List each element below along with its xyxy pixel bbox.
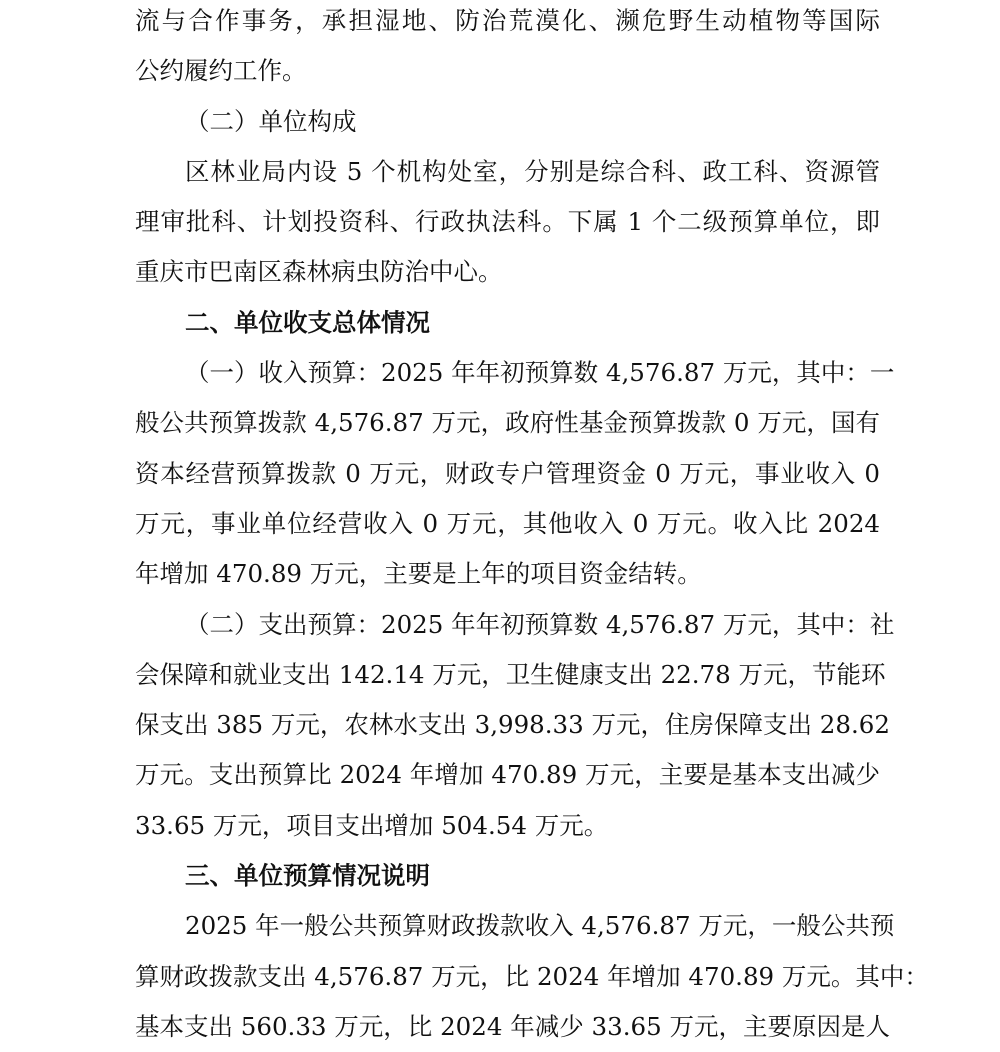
text-line: 基本支出 560.33 万元，比 2024 年减少 33.65 万元，主要原因是人 (135, 1011, 890, 1041)
text-line: 般公共预算拨款 4,576.87 万元，政府性基金预算拨款 0 万元，国有 (135, 408, 880, 438)
text-line: 年增加 470.89 万元，主要是上年的项目资金结转。 (135, 559, 702, 589)
text-line: 资本经营预算拨款 0 万元，财政专户管理资金 0 万元，事业收入 0 (135, 458, 880, 488)
text-line: 万元，事业单位经营收入 0 万元，其他收入 0 万元。收入比 2024 (135, 508, 880, 538)
document-body (135, 0, 929, 1052)
text-line: （一）收入预算：2025 年年初预算数 4,576.87 万元，其中：一 (185, 358, 895, 388)
text-line: 会保障和就业支出 142.14 万元，卫生健康支出 22.78 万元，节能环 (135, 659, 886, 689)
paragraph-income-budget (135, 348, 895, 599)
text-line: 2025 年一般公共预算财政拨款收入 4,576.87 万元，一般公共预 (185, 911, 895, 941)
text-line: （二）支出预算：2025 年年初预算数 4,576.87 万元，其中：社 (185, 609, 895, 639)
heading-text: 二、单位收支总体情况 (185, 307, 430, 337)
text-line: 流与合作事务，承担湿地、防治荒漠化、濒危野生动植物等国际 (135, 6, 880, 35)
heading-section-two (135, 298, 880, 348)
text-line: 万元。支出预算比 2024 年增加 470.89 万元，主要是基本支出减少 (135, 760, 880, 790)
text-line: 算财政拨款支出 4,576.87 万元，比 2024 年增加 470.89 万元。其中： (135, 961, 929, 991)
text-line: 理审批科、计划投资科、行政执法科。下属 1 个二级预算单位，即 (135, 207, 880, 237)
text-line: 重庆市巴南区森林病虫防治中心。 (135, 257, 503, 287)
text-line: 公约履约工作。 (135, 56, 307, 86)
subheading-unit-composition (135, 97, 880, 147)
paragraph-unit-composition (135, 147, 880, 298)
text-line: 33.65 万元，项目支出增加 504.54 万元。 (135, 810, 609, 840)
text-line: 区林业局内设 5 个机构处室，分别是综合科、政工科、资源管 (185, 156, 880, 186)
paragraph-intro-tail (135, 0, 880, 97)
heading-section-three (135, 851, 880, 901)
text-line: 保支出 385 万元，农林水支出 3,998.33 万元，住房保障支出 28.62 (135, 710, 890, 740)
paragraph-expenditure-budget (135, 600, 895, 851)
heading-text: 三、单位预算情况说明 (185, 861, 430, 891)
heading-text: （二）单位构成 (185, 106, 357, 136)
paragraph-budget-description (135, 901, 929, 1052)
